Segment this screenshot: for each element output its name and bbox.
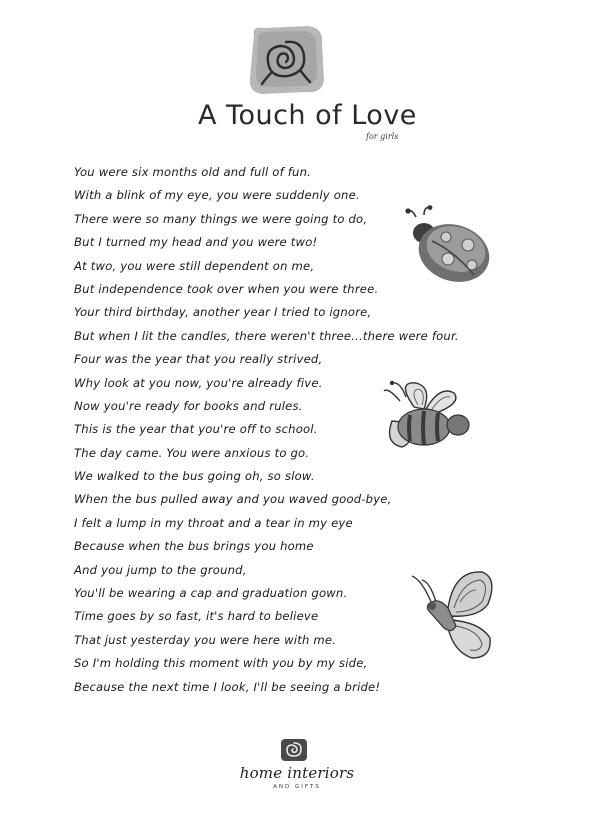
- poem-line: But independence took over when you were three.: [74, 281, 379, 296]
- rose-icon: [280, 738, 308, 762]
- rose-icon: [244, 22, 328, 98]
- poem-line: This is the year that you're off to school.: [74, 422, 318, 437]
- poem-line: That just yesterday you were here with me.: [74, 632, 337, 647]
- poem-line: We walked to the bus going oh, so slow.: [74, 469, 315, 484]
- poem-line: But I turned my head and you were two!: [74, 235, 318, 250]
- poem-line: Why look at you now, you're already five.: [74, 375, 323, 390]
- bee-icon: [380, 377, 472, 461]
- poem-line: So I'm holding this moment with you by my side,: [74, 656, 368, 671]
- poem-line: Your third birthday, another year I tried to ignore,: [74, 305, 372, 320]
- brand-logo: [222, 738, 372, 798]
- poem-line: At two, you were still dependent on me,: [74, 258, 315, 273]
- poem-line: There were so many things we were going to do,: [74, 211, 368, 226]
- poem-line: Four was the year that you really strived,: [74, 352, 323, 367]
- poem-line: And you jump to the ground,: [74, 562, 247, 577]
- page-subtitle: for girls: [366, 132, 399, 141]
- poem-line: But when I lit the candles, there weren't three...there were four.: [74, 328, 459, 343]
- poem-line: Because when the bus brings you home: [74, 539, 314, 554]
- poem-line: When the bus pulled away and you waved good-bye,: [74, 492, 392, 507]
- poem-line: Because the next time I look, I'll be seeing a bride!: [74, 679, 381, 694]
- ladybug-icon: [402, 205, 494, 287]
- poem-line: You were six months old and full of fun.: [74, 165, 312, 179]
- poem-line: The day came. You were anxious to go.: [74, 445, 310, 460]
- poem-line: Now you're ready for books and rules.: [74, 398, 303, 413]
- page-title: A Touch of Love: [198, 100, 417, 131]
- poem-line: Time goes by so fast, it's hard to believe: [74, 609, 319, 624]
- poem-line: I felt a lump in my throat and a tear in my eye: [74, 515, 353, 530]
- poem-line: You'll be wearing a cap and graduation gown.: [74, 586, 348, 601]
- title-block: [198, 100, 458, 152]
- butterfly-icon: [404, 568, 500, 664]
- brand-tagline: AND GIFTS: [273, 784, 321, 790]
- poem-line: With a blink of my eye, you were suddenly one.: [74, 188, 360, 203]
- brand-name: home interiors: [239, 764, 355, 782]
